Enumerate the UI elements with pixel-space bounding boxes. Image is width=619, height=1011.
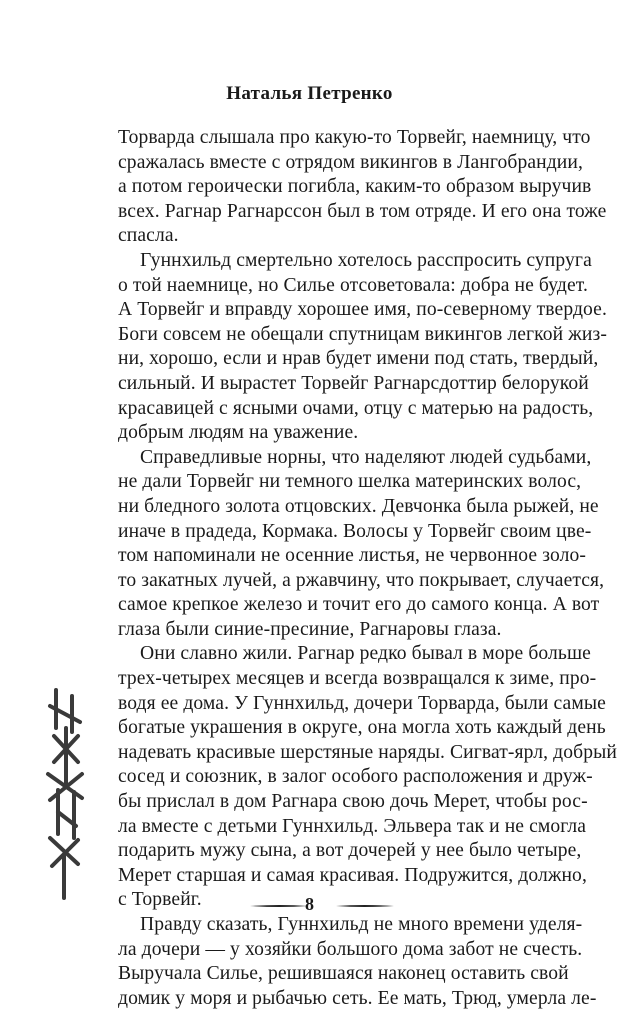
text-line: красавицей с ясными очами, отцу с матерью на радость, [118, 397, 594, 419]
running-header-author: Наталья Петренко [226, 83, 393, 104]
text-line: не дали Торвейг ни темного шелка материнских волос, [118, 471, 582, 493]
text-line: с Торвейг. [118, 889, 202, 911]
right-flourish-icon [336, 902, 394, 910]
text-line: о той наемнице, но Силье отсоветовала: добра не будет. [118, 274, 588, 296]
text-line: Они славно жили. Рагнар редко бывал в море больше [140, 643, 591, 665]
text-line: глаза были синие-пресиние, Рагнаровы глаза. [118, 618, 502, 640]
body-text [118, 126, 617, 1011]
text-line: надевать красивые шерстяные наряды. Сигват-ярл, добрый [118, 741, 617, 763]
page-number: 8 [305, 894, 314, 914]
text-line: Торварда слышала про какую-то Торвейг, наемницу, что [118, 127, 591, 148]
text-line: то закатных лучей, а ржавчину, что покрывает, случается, [118, 569, 605, 591]
text-line: сражалась вместе с отрядом викингов в Лангобрандии, [118, 151, 583, 173]
text-line: Справедливые норны, что наделяют людей судьбами, [140, 446, 592, 468]
text-line: бы прислал в дом Рагнара свою дочь Мерет, чтобы рос- [118, 791, 588, 813]
text-line: трех-четырех месяцев и всегда возвращался к зиме, про- [118, 668, 597, 690]
text-line: спасла. [118, 225, 179, 247]
text-line: ла вместе с детьми Гуннхильд. Эльвера так и не смогла [118, 815, 587, 837]
text-line: иначе в прадеда, Кормака. Волосы у Торвейг своим цве- [118, 520, 592, 542]
text-line: А Торвейг и вправду хорошее имя, по-северному твердое. [118, 299, 607, 321]
text-line: ни, хорошо, если и нрав будет имени под стать, твердый, [118, 348, 599, 370]
rune-ornament-icon [42, 688, 92, 900]
text-line: ла дочери — у хозяйки большого дома забот не счесть. [118, 938, 583, 960]
text-line: добрым людям на уважение. [118, 422, 359, 444]
text-line: Боги совсем не обещали спутницам викингов легкой жиз- [118, 323, 607, 345]
text-line: богатые украшения в округе, она могла хоть каждый день [118, 717, 606, 739]
text-line: всех. Рагнар Рагнарссон был в том отряде. И его она тоже [118, 200, 607, 222]
text-line: ни бледного золота отцовских. Девчонка была рыжей, не [118, 495, 599, 517]
text-line: том напоминали не осенние листья, не червонное золо- [118, 545, 586, 567]
text-line: Мерет старшая и самая красивая. Подружится, должно, [118, 864, 587, 886]
text-line: сильный. И вырастет Торвейг Рагнарсдоттир белорукой [118, 372, 589, 394]
text-line: Гуннхильд смертельно хотелось расспросить супруга [140, 249, 592, 271]
text-line: подарить мужу сына, а вот дочерей у нее было четыре, [118, 840, 582, 862]
text-line: а потом героически погибла, каким-то образом выручив [118, 176, 592, 198]
text-line: Правду сказать, Гуннхильд не много времени уделя- [140, 914, 583, 935]
text-line: самое крепкое железо и точит его до самого конца. А вот [118, 594, 600, 616]
text-line: водя ее дома. У Гуннхильд, дочери Торварда, были самые [118, 692, 606, 714]
text-line: Выручала Силье, решившаяся наконец оставить свой [118, 963, 569, 985]
text-line: сосед и союзник, в залог особого расположения и друж- [118, 766, 593, 788]
page-footer [0, 894, 619, 918]
text-line: домик у моря и рыбачью сеть. Ее мать, Трюд, умерла ле- [118, 987, 597, 1009]
